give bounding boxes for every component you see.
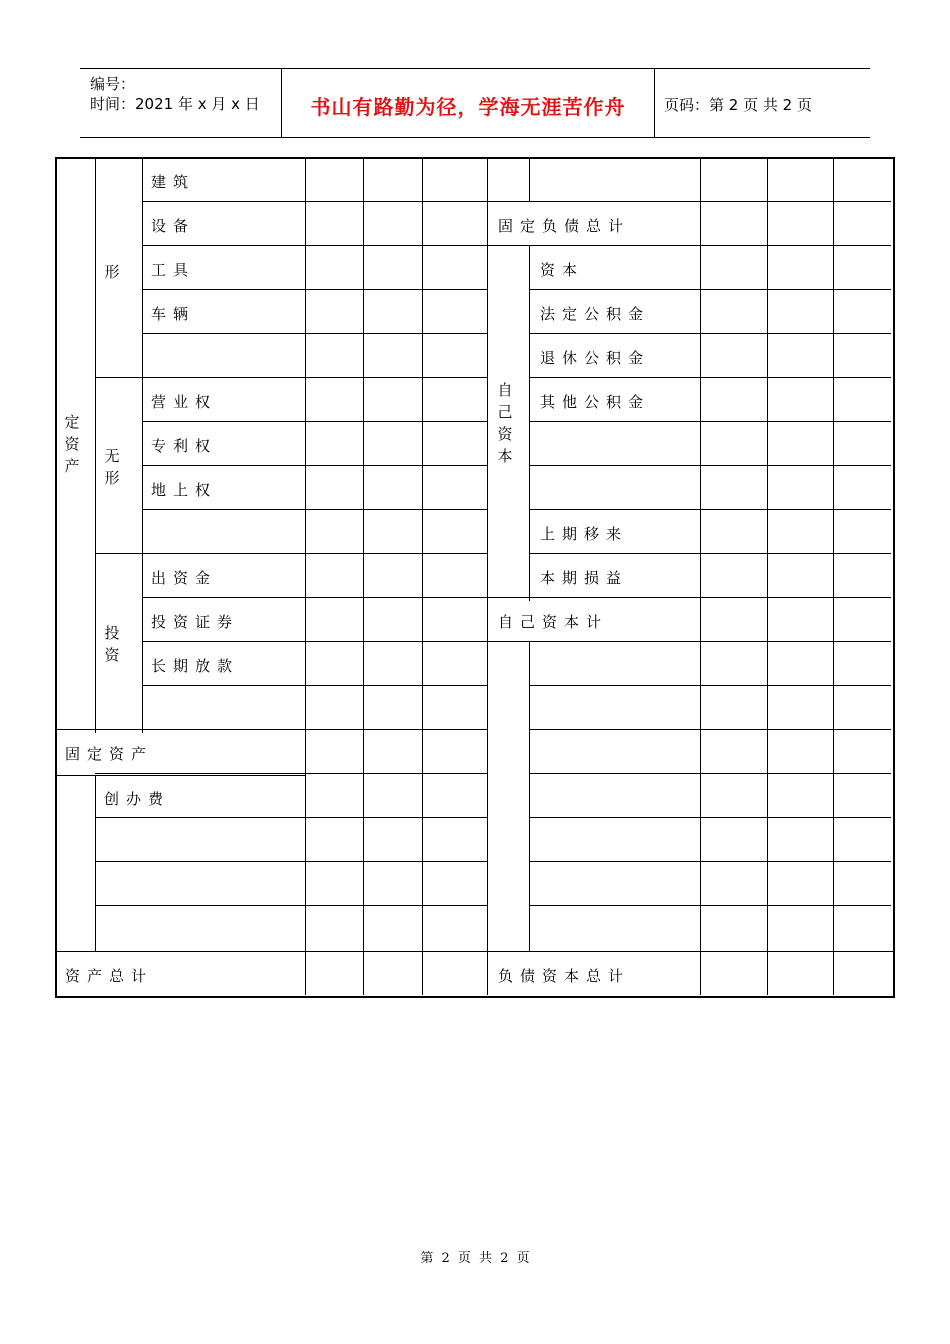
grid-line [529,421,891,422]
time-label: 时间：2021 年 x 月 x 日 [90,95,260,113]
header-divider [654,69,655,137]
grid-line [55,951,895,952]
grid-line [95,861,305,862]
row-label-equipment: 设备 [151,217,196,235]
row-label-long-term-loans: 长期放款 [151,657,240,675]
grid-line [95,773,305,774]
grid-line [487,245,891,246]
grid-line [422,157,423,995]
group-owner-equity: 自 己 资 本 [497,381,513,465]
grid-line [487,597,891,598]
grid-line [529,861,891,862]
group-investment: 投 资 [104,624,120,664]
grid-line [142,465,305,466]
grid-line [305,597,487,598]
grid-line [305,377,487,378]
row-label-building: 建筑 [151,173,196,191]
grid-line [487,157,488,995]
organization-cost-label: 创办费 [104,790,171,808]
grid-line [55,729,305,730]
grid-line [142,157,143,733]
grid-line [833,157,834,995]
page-footer: 第 2 页 共 2 页 [420,1251,530,1266]
grid-line [142,201,305,202]
grid-line [305,817,487,818]
page-header [80,68,870,138]
grid-line [142,377,305,378]
row-label-capital-contribution: 出资金 [151,569,218,587]
group-intangible: 无 形 [104,447,120,487]
grid-line [305,685,487,686]
group-fixed-assets: 定 资 产 [64,413,80,475]
grid-line [142,509,305,510]
grid-line [529,245,530,601]
grid-line [529,685,891,686]
row-label-investment-securities: 投资证券 [151,613,240,631]
grid-line [305,641,487,642]
grid-line [305,201,487,202]
grid-line [305,421,487,422]
row-label-surface-rights: 地上权 [151,481,218,499]
grid-line [142,597,305,598]
grid-line [305,289,487,290]
grid-line [305,553,487,554]
grid-line [95,775,96,951]
balance-sheet-table [55,157,895,998]
grid-line [305,245,487,246]
grid-line [487,201,891,202]
grid-line [305,861,487,862]
row-label-vehicles: 车辆 [151,305,196,323]
grid-line [95,905,305,906]
grid-line [142,553,305,554]
grid-line [529,157,530,201]
grid-line [305,773,487,774]
grid-line [529,729,891,730]
row-label-legal-reserve: 法定公积金 [540,305,651,323]
fixed-assets-total-label: 固定资产 [65,745,154,763]
header-meta [80,69,281,137]
grid-line [529,817,891,818]
grid-line [487,641,891,642]
grid-line [95,377,142,378]
grid-line [142,421,305,422]
grid-line [529,465,891,466]
grid-line [305,157,306,995]
grid-line [55,775,305,776]
row-label-other-reserve: 其他公积金 [540,393,651,411]
grid-line [529,905,891,906]
grid-line [767,157,768,995]
grid-line [529,377,891,378]
row-label-prior-carryover: 上期移来 [540,525,629,543]
serial-label: 编号： [90,75,136,93]
fixed-liabilities-total-label: 固定负债总计 [498,217,631,235]
grid-line [529,553,891,554]
row-label-capital: 资本 [540,261,585,279]
grid-line [700,157,701,995]
grid-line [95,157,96,733]
grid-line [529,773,891,774]
assets-total-label: 资产总计 [65,967,154,985]
row-label-business-rights: 营业权 [151,393,218,411]
grid-line [142,685,305,686]
grid-line [305,465,487,466]
grid-line [529,333,891,334]
grid-line [529,289,891,290]
grid-line [305,729,487,730]
row-label-tools: 工具 [151,261,196,279]
group-tangible: 形 [104,263,120,281]
grid-line [305,509,487,510]
equity-total-label: 自己资本计 [498,613,609,631]
grid-line [305,905,487,906]
header-page-number: 页码：第 2 页 共 2 页 [664,96,812,114]
row-label-retirement-reserve: 退休公积金 [540,349,651,367]
grid-line [142,333,305,334]
grid-line [142,245,305,246]
row-label-current-profit-loss: 本期损益 [540,569,629,587]
liabilities-equity-total-label: 负债资本总计 [498,967,631,985]
grid-line [95,817,305,818]
grid-line [363,157,364,995]
grid-line [305,333,487,334]
grid-line [95,553,142,554]
grid-line [142,289,305,290]
row-label-patents: 专利权 [151,437,218,455]
grid-line [142,641,305,642]
header-motto: 书山有路勤为径，学海无涯苦作舟 [310,95,626,119]
grid-line [529,509,891,510]
